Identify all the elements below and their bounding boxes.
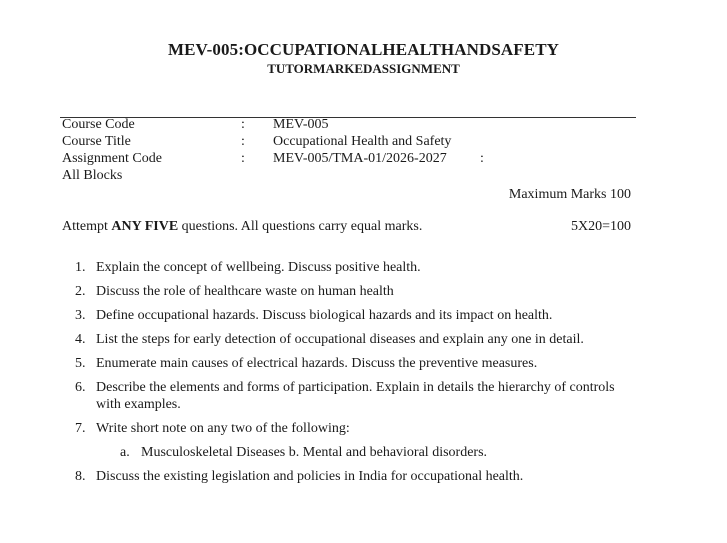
divider bbox=[60, 117, 636, 118]
all-blocks-label: All Blocks bbox=[62, 168, 123, 183]
assignment-code-sep: : bbox=[241, 151, 245, 166]
course-title-sep: : bbox=[241, 134, 245, 149]
max-marks: Maximum Marks 100 bbox=[508, 187, 631, 202]
instructions-suffix: questions. All questions carry equal marks. bbox=[178, 219, 423, 234]
instructions-prefix: Attempt bbox=[62, 219, 112, 234]
page-subtitle: TUTORMARKEDASSIGNMENT bbox=[267, 61, 460, 76]
question-5-text: Enumerate main causes of electrical hazards. Discuss the preventive measures. bbox=[96, 356, 538, 371]
question-6-text: Describe the elements and forms of participation. Explain in details the hierarchy of controls bbox=[96, 380, 615, 395]
question-1-text: Explain the concept of wellbeing. Discuss positive health. bbox=[96, 260, 421, 275]
course-code-sep: : bbox=[241, 117, 245, 132]
course-title-value: Occupational Health and Safety bbox=[273, 134, 452, 149]
question-5-num: 5. bbox=[75, 356, 86, 371]
question-6-text-cont: with examples. bbox=[96, 397, 181, 412]
question-7-text: Write short note on any two of the following: bbox=[96, 421, 350, 436]
question-7-num: 7. bbox=[75, 421, 86, 436]
question-7a-text: Musculoskeletal Diseases b. Mental and behavioral disorders. bbox=[141, 445, 488, 460]
course-code-value: MEV-005 bbox=[273, 117, 329, 132]
question-6-num: 6. bbox=[75, 380, 86, 395]
instructions bbox=[62, 219, 422, 235]
question-8-text: Discuss the existing legislation and policies in India for occupational health. bbox=[96, 469, 524, 484]
instructions-emphasis: ANY FIVE bbox=[111, 219, 179, 234]
assignment-code-trailing: : bbox=[480, 151, 484, 166]
question-4-text: List the steps for early detection of occupational diseases and explain any one in detail. bbox=[96, 332, 584, 347]
question-8-num: 8. bbox=[75, 469, 86, 484]
course-title-label: Course Title bbox=[62, 134, 131, 149]
question-1-num: 1. bbox=[75, 260, 86, 275]
question-2-num: 2. bbox=[75, 284, 86, 299]
question-2-text: Discuss the role of healthcare waste on human health bbox=[96, 284, 394, 299]
question-7a-num: a. bbox=[120, 445, 130, 460]
question-4-num: 4. bbox=[75, 332, 86, 347]
assignment-code-value: MEV-005/TMA-01/2026-2027 bbox=[273, 151, 447, 166]
page-title: MEV-005:OCCUPATIONALHEALTHANDSAFETY bbox=[167, 40, 560, 59]
marks-formula: 5X20=100 bbox=[570, 219, 631, 234]
question-3-text: Define occupational hazards. Discuss biological hazards and its impact on health. bbox=[96, 308, 553, 323]
assignment-code-label: Assignment Code bbox=[62, 151, 162, 166]
question-3-num: 3. bbox=[75, 308, 86, 323]
course-code-label: Course Code bbox=[62, 117, 135, 132]
